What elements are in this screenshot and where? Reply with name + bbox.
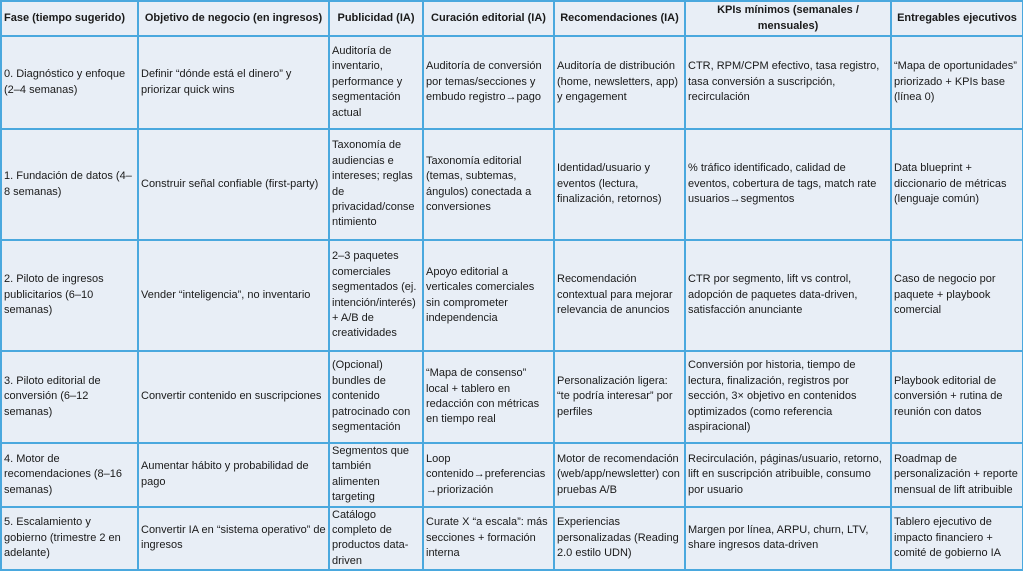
cell-recomendaciones: Motor de recomendación (web/app/newsletter) con pruebas A/B (554, 443, 685, 507)
table-row (1, 507, 1023, 571)
cell-publicidad: Taxonomía de audiencias e intereses; reglas de privacidad/consentimiento (329, 129, 423, 240)
cell-objetivo: Definir “dónde está el dinero” y priorizar quick wins (138, 36, 329, 129)
cell-objetivo: Vender “inteligencia”, no inventario (138, 240, 329, 351)
cell-curacion: Taxonomía editorial (temas, subtemas, ángulos) conectada a conversiones (423, 129, 554, 240)
cell-publicidad: 2–3 paquetes comerciales segmentados (ej. intención/interés) + A/B de creatividades (329, 240, 423, 351)
cell-objetivo: Convertir IA en “sistema operativo” de ingresos (138, 507, 329, 571)
cell-curacion: Loop contenido→preferencias→priorización (423, 443, 554, 507)
cell-objetivo: Convertir contenido en suscripciones (138, 351, 329, 443)
cell-fase: 5. Escalamiento y gobierno (trimestre 2 en adelante) (1, 507, 138, 571)
cell-kpis: CTR por segmento, lift vs control, adopción de paquetes data-driven, satisfacción anunciante (685, 240, 891, 351)
cell-fase: 4. Motor de recomendaciones (8–16 semanas) (1, 443, 138, 507)
cell-entregables: “Mapa de oportunidades” priorizado + KPIs base (línea 0) (891, 36, 1023, 129)
cell-entregables: Tablero ejecutivo de impacto financiero + comité de gobierno IA (891, 507, 1023, 571)
cell-kpis: Recirculación, páginas/usuario, retorno, lift en suscripción atribuible, consumo por usuario (685, 443, 891, 507)
cell-recomendaciones: Identidad/usuario y eventos (lectura, finalización, retornos) (554, 129, 685, 240)
cell-entregables: Roadmap de personalización + reporte mensual de lift atribuible (891, 443, 1023, 507)
cell-curacion: Apoyo editorial a verticales comerciales sin comprometer independencia (423, 240, 554, 351)
cell-entregables: Caso de negocio por paquete + playbook comercial (891, 240, 1023, 351)
cell-objetivo: Aumentar hábito y probabilidad de pago (138, 443, 329, 507)
header-objetivo: Objetivo de negocio (en ingresos) (138, 1, 329, 36)
cell-entregables: Data blueprint + diccionario de métricas (lenguaje común) (891, 129, 1023, 240)
table-row (1, 129, 1023, 240)
header-row (1, 1, 1023, 36)
cell-objetivo: Construir señal confiable (first-party) (138, 129, 329, 240)
cell-curacion: Curate X “a escala”: más secciones + formación interna (423, 507, 554, 571)
cell-curacion: Auditoría de conversión por temas/secciones y embudo registro→pago (423, 36, 554, 129)
header-recomendaciones: Recomendaciones (IA) (554, 1, 685, 36)
cell-publicidad: Segmentos que también alimenten targeting (329, 443, 423, 507)
cell-fase: 3. Piloto editorial de conversión (6–12 semanas) (1, 351, 138, 443)
cell-recomendaciones: Auditoría de distribución (home, newsletters, app) y engagement (554, 36, 685, 129)
cell-kpis: CTR, RPM/CPM efectivo, tasa registro, tasa conversión a suscripción, recirculación (685, 36, 891, 129)
table-row (1, 240, 1023, 351)
header-curacion: Curación editorial (IA) (423, 1, 554, 36)
cell-publicidad: Auditoría de inventario, performance y segmentación actual (329, 36, 423, 129)
cell-fase: 1. Fundación de datos (4–8 semanas) (1, 129, 138, 240)
cell-kpis: Conversión por historia, tiempo de lectura, finalización, registros por sección, 3× objetivo en contenidos optimizados (como referencia aspiracional) (685, 351, 891, 443)
cell-fase: 2. Piloto de ingresos publicitarios (6–10 semanas) (1, 240, 138, 351)
header-fase: Fase (tiempo sugerido) (1, 1, 138, 36)
header-kpis: KPIs mínimos (semanales / mensuales) (685, 1, 891, 36)
table-row (1, 443, 1023, 507)
cell-publicidad: Catálogo completo de productos data-driven (329, 507, 423, 571)
table-row (1, 36, 1023, 129)
cell-recomendaciones: Experiencias personalizadas (Reading 2.0 estilo UDN) (554, 507, 685, 571)
cell-publicidad: (Opcional) bundles de contenido patrocinado con segmentación (329, 351, 423, 443)
cell-kpis: % tráfico identificado, calidad de eventos, cobertura de tags, match rate usuarios→segmentos (685, 129, 891, 240)
header-publicidad: Publicidad (IA) (329, 1, 423, 36)
cell-curacion: “Mapa de consenso” local + tablero en redacción con métricas en tiempo real (423, 351, 554, 443)
cell-recomendaciones: Recomendación contextual para mejorar relevancia de anuncios (554, 240, 685, 351)
cell-kpis: Margen por línea, ARPU, churn, LTV, share ingresos data-driven (685, 507, 891, 571)
cell-fase: 0. Diagnóstico y enfoque (2–4 semanas) (1, 36, 138, 129)
cell-recomendaciones: Personalización ligera: “te podría interesar” por perfiles (554, 351, 685, 443)
header-entregables: Entregables ejecutivos (891, 1, 1023, 36)
cell-entregables: Playbook editorial de conversión + rutina de reunión con datos (891, 351, 1023, 443)
table-row (1, 351, 1023, 443)
